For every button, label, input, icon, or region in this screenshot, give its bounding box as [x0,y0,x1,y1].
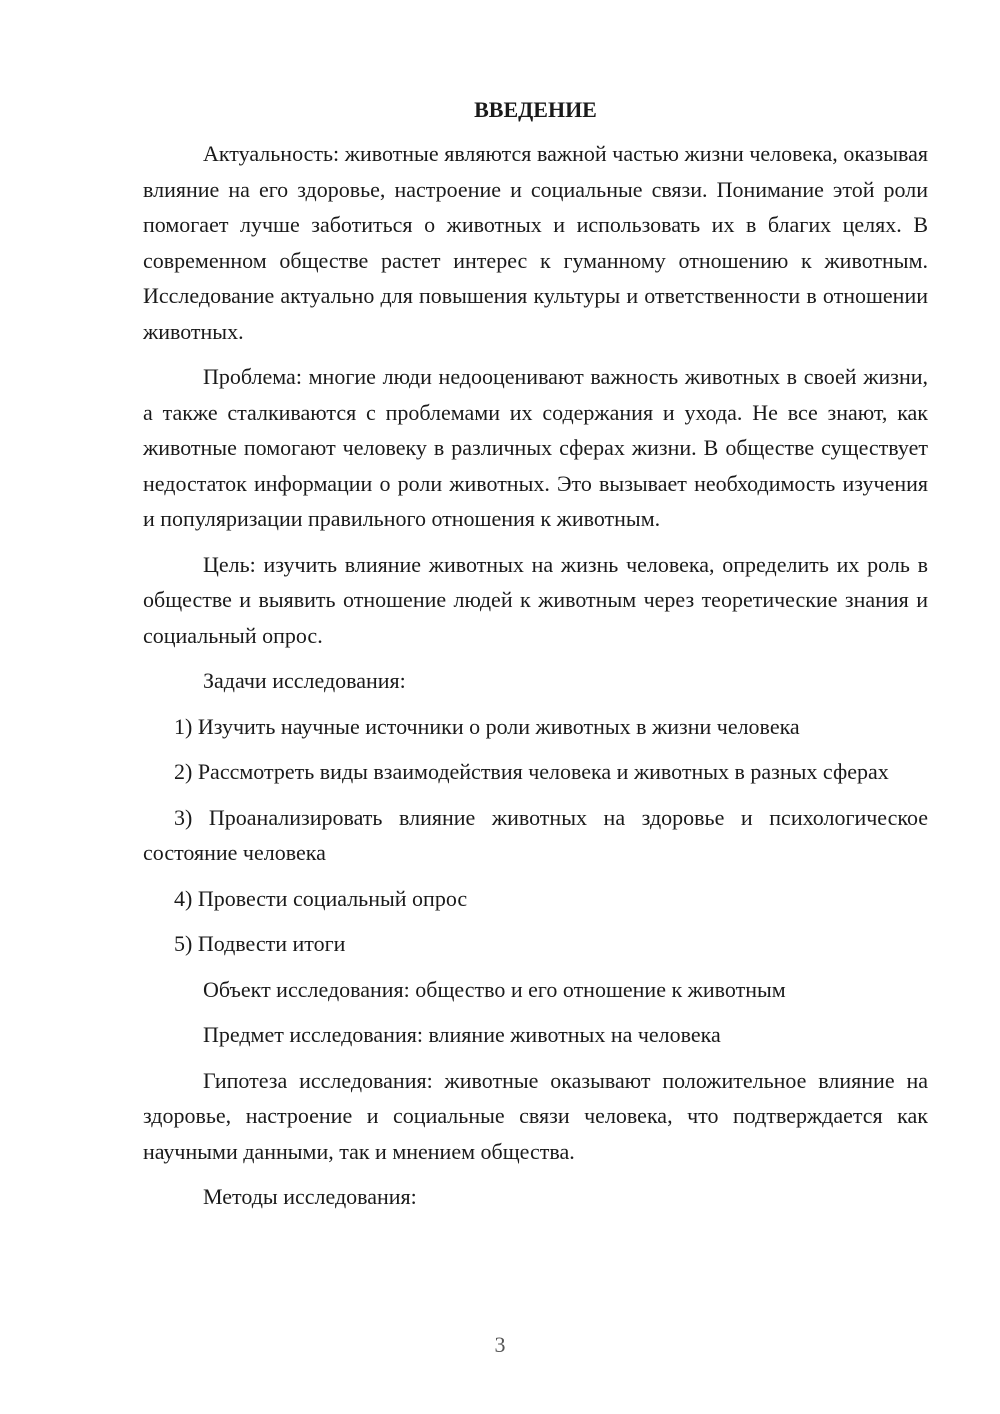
page-number: 3 [494,1332,506,1357]
page-content [143,92,928,1225]
task-item: 5) Подвести итоги [174,931,346,956]
subject-paragraph: Предмет исследования: влияние животных на человека [203,1022,721,1047]
methods-heading: Методы исследования: [203,1184,417,1209]
tasks-heading: Задачи исследования: [203,668,406,693]
task-item: 3) Проанализировать влияние животных на здоровье и психологическое состояние человека [143,804,928,865]
task-item: 1) Изучить научные источники о роли животных в жизни человека [174,713,800,739]
goal-paragraph: Цель: изучить влияние животных на жизнь человека, определить их роль в обществе и выявить отношение людей к животным через теоретические знания и социальный опрос. [143,551,928,648]
relevance-paragraph: Актуальность: животные являются важной частью жизни человека, оказывая влияние на его здоровье, настроение и социальные связи. Понимание этой роли помогает лучше заботиться о животных и использовать их в благих целях. В современном обществе растет интерес к гуманному отношению к животным. Исследование актуально для повышения культуры и ответственности в отношении животных. [143,141,928,344]
task-item: 2) Рассмотреть виды взаимодействия человека и животных в разных сферах [174,759,889,784]
section-heading: ВВЕДЕНИЕ [474,97,597,122]
hypothesis-paragraph: Гипотеза исследования: животные оказывают положительное влияние на здоровье, настроение и социальные связи человека, что подтверждается как научными данными, так и мнением общества. [143,1067,928,1164]
problem-paragraph: Проблема: многие люди недооценивают важность животных в своей жизни, а также сталкиваются с проблемами их содержания и ухода. Не все знают, как животные помогают человеку в различных сферах жизни. В обществе существует недостаток информации о роли животных. Это вызывает необходимость изучения и популяризации правильного отношения к животным. [143,364,928,531]
task-item: 4) Провести социальный опрос [174,885,468,911]
object-paragraph: Объект исследования: общество и его отношение к животным [203,976,786,1002]
